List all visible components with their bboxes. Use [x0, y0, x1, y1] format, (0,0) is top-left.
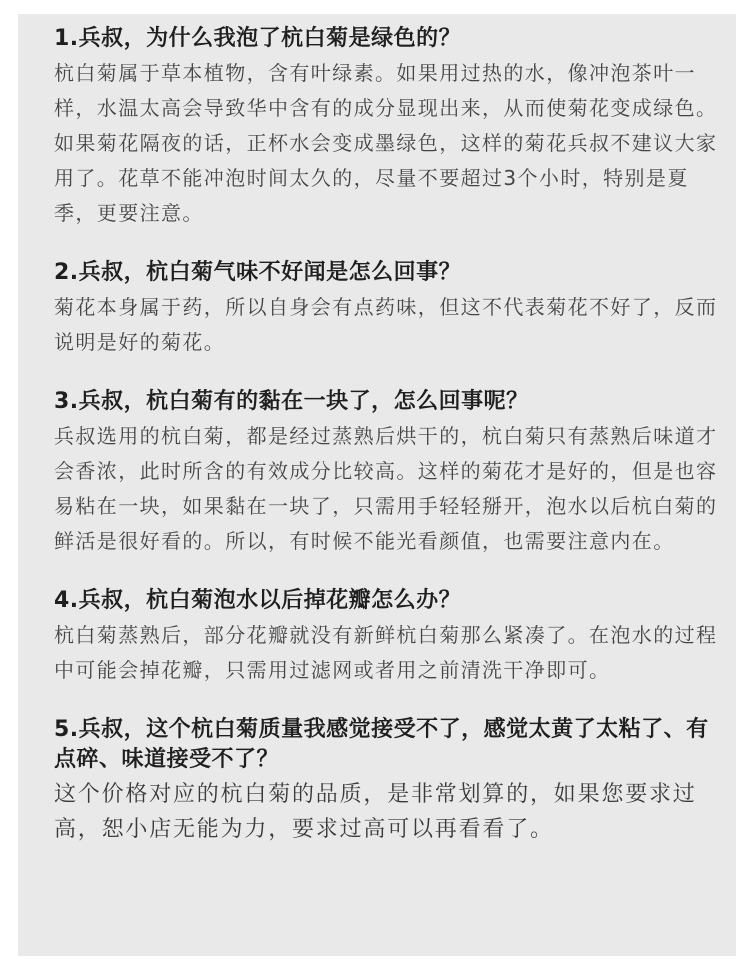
faq-item-5: [54, 715, 720, 847]
faq-item-1: [54, 24, 720, 231]
faq-answer: 杭白菊属于草本植物，含有叶绿素。如果用过热的水，像冲泡茶叶一样，水温太高会导致华中含有的成分显现出来，从而使菊花变成绿色。如果菊花隔夜的话，正杯水会变成墨绿色，这样的菊花兵叔不建议大家用了。花草不能冲泡时间太久的，尽量不要超过3个小时，特别是夏季，更要注意。: [54, 61, 718, 225]
faq-item-3: [54, 387, 720, 559]
faq-item-2: [54, 258, 720, 360]
faq-question: 3.兵叔，杭白菊有的黏在一块了，怎么回事呢？: [54, 389, 529, 414]
faq-answer: 菊花本身属于药，所以自身会有点药味，但这不代表菊花不好了，反而说明是好的菊花。: [54, 295, 718, 354]
faq-question: 5.兵叔，这个杭白菊质量我感觉接受不了，感觉太黄了太粘了、有点碎、味道接受不了？: [54, 717, 709, 772]
faq-question: 2.兵叔，杭白菊气味不好闻是怎么回事？: [54, 260, 462, 285]
faq-list: [18, 14, 736, 956]
faq-item-4: [54, 586, 720, 688]
faq-question: 4.兵叔，杭白菊泡水以后掉花瓣怎么办？: [54, 588, 462, 613]
faq-answer: 杭白菊蒸熟后，部分花瓣就没有新鲜杭白菊那么紧凑了。在泡水的过程中可能会掉花瓣，只需用过滤网或者用之前清洗干净即可。: [54, 623, 718, 682]
faq-answer: 兵叔选用的杭白菊，都是经过蒸熟后烘干的，杭白菊只有蒸熟后味道才会香浓，此时所含的有效成分比较高。这样的菊花才是好的，但是也容易粘在一块，如果黏在一块了，只需用手轻轻掰开，泡水以后杭白菊的鲜活是很好看的。所以，有时候不能光看颜值，也需要注意内在。: [54, 424, 718, 553]
faq-answer: 这个价格对应的杭白菊的品质，是非常划算的，如果您要求过高，恕小店无能为力，要求过高可以再看看了。: [54, 782, 697, 842]
faq-question: 1.兵叔，为什么我泡了杭白菊是绿色的？: [54, 26, 462, 51]
